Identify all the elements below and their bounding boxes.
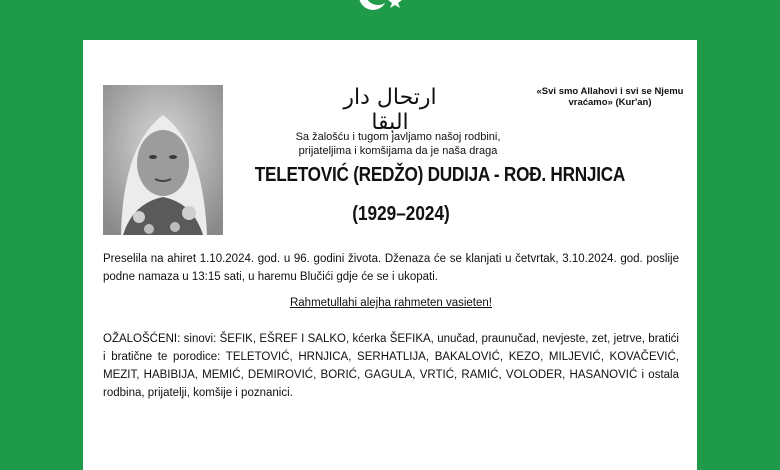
intro-text <box>253 130 543 158</box>
prayer-line: Rahmetullahi alejha rahmeten vasieten! <box>289 297 492 309</box>
life-years: (1929–2024) <box>352 203 450 225</box>
crescent-star-icon <box>345 0 415 24</box>
arabic-calligraphy: ارتحال دار البقا <box>343 85 437 135</box>
funeral-details: Preselila na ahiret 1.10.2024. god. u 96. godini života. Dženaza će se klanjati u četvrtak, 3.10.2024. god. poslije podne namaza u 13:15 sati, u haremu Blučići gdje će se i ukopati. <box>103 253 679 283</box>
portrait-photo <box>103 85 223 235</box>
mourners-list: OŽALOŠĆENI: sinovi: ŠEFIK, EŠREF I SALKO, kćerka ŠEFIKA, unučad, praunučad, nevjeste, zet, jetrve, bratići i bratične te porodice: TELETOVIĆ, HRNJICA, SERHATLIJA, BAKALOVIĆ, KEZO, MILJEVIĆ, KOVAČEVIĆ, MEZIT, HABIBIJA, MEMIĆ, DEMIROVIĆ, BORIĆ, GAGULA, VRTIĆ, RAMIĆ, VOLODER, HASANOVIĆ i ostala rodbina, prijatelji, komšije i poznanici. <box>103 333 679 399</box>
deceased-name: TELETOVIĆ (REDŽO) DUDIJA - ROĐ. HRNJICA <box>254 164 626 186</box>
quran-quote: «Svi smo Allahovi i svi se Njemu vraćamo» (Kur'an) <box>536 86 684 108</box>
intro-line-1: Sa žalošću i tugom javljamo našoj rodbini, <box>295 131 501 143</box>
obituary-card <box>83 40 697 470</box>
intro-line-2: prijateljima i komšijama da je naša draga <box>298 145 498 157</box>
